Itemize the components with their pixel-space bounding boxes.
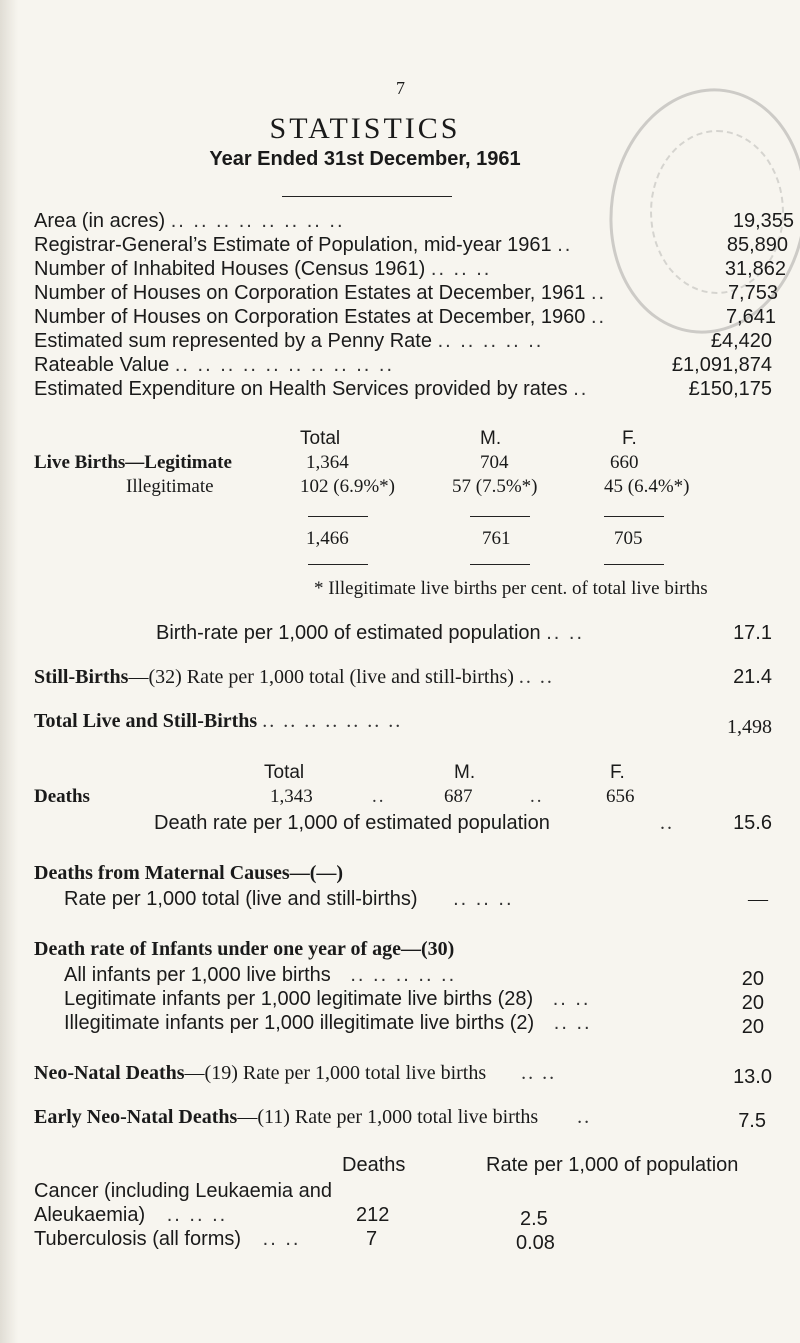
summary-row: Number of Houses on Corporation Estates at December, 1961 .. — [34, 282, 607, 304]
deaths-sep: .. — [530, 786, 544, 807]
summary-value: £150,175 — [688, 378, 772, 400]
summary-row: Number of Houses on Corporation Estates at December, 1960 .. — [34, 306, 607, 328]
infant-rate-value: 20 — [741, 992, 764, 1014]
infant-rate-row: All infants per 1,000 live births .. .. .. .. .. — [64, 964, 457, 986]
sum-rule-top — [308, 516, 368, 517]
deaths-total: 1,343 — [270, 786, 313, 807]
title-rule — [282, 196, 452, 197]
live-births-label: Live Births—Legitimate — [34, 452, 232, 473]
infant-rate-row: Legitimate infants per 1,000 legitimate live births (28) .. .. — [64, 988, 591, 1010]
summary-row: Number of Inhabited Houses (Census 1961) .. .. .. — [34, 258, 492, 280]
deaths-header-f: F. — [610, 762, 625, 783]
early-neo-natal-value: 7.5 — [738, 1110, 766, 1132]
summary-value: £1,091,874 — [671, 354, 772, 376]
birth-rate-row: Birth-rate per 1,000 of estimated population .. .. — [156, 622, 585, 644]
summary-row: Rateable Value .. .. .. .. .. .. .. .. .. .. — [34, 354, 395, 376]
cause-rate: 0.08 — [516, 1232, 555, 1254]
still-births-value: 21.4 — [733, 666, 772, 688]
illegit-total: 102 (6.9%*) — [300, 476, 395, 497]
total-live-still-row: Total Live and Still-Births .. .. .. .. .. .. .. — [34, 710, 403, 732]
deaths-header-m: M. — [454, 762, 476, 783]
cause-row: Tuberculosis (all forms) .. .. — [34, 1228, 301, 1250]
cause-label-line1: Cancer (including Leukaemia and — [34, 1180, 332, 1202]
page-edge-shadow — [0, 0, 18, 1343]
page-subtitle: Year Ended 31st December, 1961 — [209, 148, 521, 170]
sum-rule-top — [604, 516, 664, 517]
deaths-f: 656 — [606, 786, 635, 807]
deaths-label: Deaths — [34, 786, 90, 807]
deaths-header-total: Total — [264, 762, 305, 783]
sum-rule-top — [470, 516, 530, 517]
summary-value: 85,890 — [726, 234, 788, 256]
death-rate-dots: .. — [660, 812, 674, 834]
summary-row: Estimated Expenditure on Health Services provided by rates .. — [34, 378, 589, 400]
summary-row: Area (in acres) .. .. .. .. .. .. .. .. — [34, 210, 345, 232]
cause-deaths: 212 — [356, 1204, 390, 1226]
summary-value: 7,641 — [725, 306, 776, 328]
summary-value: 7,753 — [727, 282, 778, 304]
illegit-f: 45 (6.4%*) — [604, 476, 690, 497]
sum-rule-bottom — [308, 564, 368, 565]
legit-total: 1,364 — [306, 452, 349, 473]
summary-row: Estimated sum represented by a Penny Rate .. .. .. .. .. — [34, 330, 544, 352]
summary-value: £4,420 — [710, 330, 772, 352]
maternal-rate-value: — — [748, 888, 768, 910]
infants-heading: Death rate of Infants under one year of age—(30) — [34, 938, 455, 960]
legit-f: 660 — [610, 452, 639, 473]
birth-rate-value: 17.1 — [733, 622, 772, 644]
infant-rate-row: Illegitimate infants per 1,000 illegitimate live births (2) .. .. — [64, 1012, 592, 1034]
early-neo-natal-row: Early Neo-Natal Deaths—(11) Rate per 1,000 total live births .. — [34, 1106, 592, 1128]
maternal-rate-row: Rate per 1,000 total (live and still-births) .. .. .. — [64, 888, 514, 910]
sum-rule-bottom — [604, 564, 664, 565]
deaths-sep: .. — [372, 786, 386, 807]
sum-rule-bottom — [470, 564, 530, 565]
infant-rate-value: 20 — [741, 1016, 764, 1038]
live-total: 1,466 — [306, 528, 349, 549]
cause-deaths: 7 — [366, 1228, 378, 1250]
maternal-heading: Deaths from Maternal Causes—(—) — [34, 862, 344, 884]
live-total-f: 705 — [614, 528, 643, 549]
death-rate-value: 15.6 — [733, 812, 772, 834]
page-title: STATISTICS — [269, 112, 461, 145]
illegit-m: 57 (7.5%*) — [452, 476, 538, 497]
still-births-row: Still-Births—(32) Rate per 1,000 total (live and still-births) .. .. — [34, 666, 554, 688]
summary-value: 31,862 — [724, 258, 786, 280]
legit-m: 704 — [480, 452, 509, 473]
col-header-total: Total — [300, 428, 341, 449]
page-number: 7 — [396, 78, 405, 98]
cause-rate: 2.5 — [520, 1208, 548, 1230]
summary-row: Registrar-General’s Estimate of Population, mid-year 1961 .. — [34, 234, 573, 256]
footnote: * Illegitimate live births per cent. of total live births — [314, 578, 708, 599]
total-live-still-value: 1,498 — [727, 716, 772, 738]
infant-rate-value: 20 — [741, 968, 764, 990]
death-rate-row: Death rate per 1,000 of estimated population — [154, 812, 550, 834]
summary-value: 19,355 — [732, 210, 794, 232]
col-header-m: M. — [480, 428, 502, 449]
cause-row: Aleukaemia) .. .. .. — [34, 1204, 228, 1226]
causes-header-rate: Rate per 1,000 of population — [486, 1154, 739, 1176]
illegit-label: Illegitimate — [126, 476, 214, 497]
neo-natal-value: 13.0 — [733, 1066, 772, 1088]
col-header-f: F. — [622, 428, 637, 449]
causes-header-deaths: Deaths — [342, 1154, 406, 1176]
neo-natal-row: Neo-Natal Deaths—(19) Rate per 1,000 total live births .. .. — [34, 1062, 557, 1084]
deaths-m: 687 — [444, 786, 473, 807]
live-total-m: 761 — [482, 528, 511, 549]
